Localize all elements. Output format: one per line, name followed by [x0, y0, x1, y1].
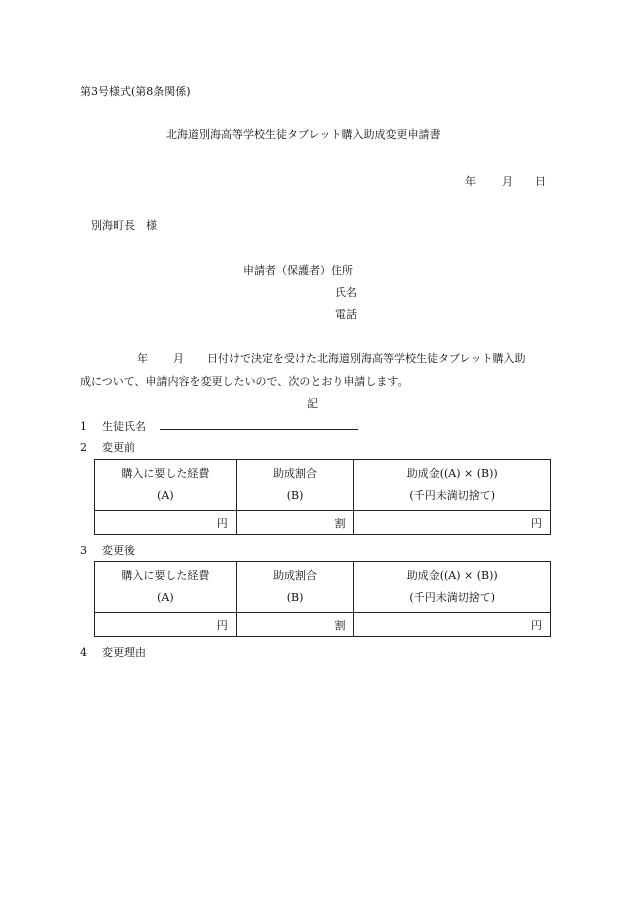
header-subsidy-line1: 助成金((A) × (B)): [406, 467, 498, 480]
header-ratio-line2: (B): [286, 591, 304, 604]
document-title: 北海道別海高等学校生徒タブレット購入助成変更申請書: [166, 128, 441, 141]
item-1-label: 生徒氏名: [102, 420, 146, 433]
after-change-table: [94, 561, 551, 637]
ratio-unit: 割: [236, 613, 354, 637]
item-2-label: 変更前: [102, 441, 135, 454]
header-subsidy: [354, 460, 551, 511]
table-header-row: [95, 562, 551, 613]
header-cost-line1: 購入に要した経費: [121, 569, 210, 582]
subsidy-unit: 円: [354, 511, 551, 535]
item-4-label: 変更理由: [102, 646, 146, 659]
item-4-number: 4: [80, 646, 87, 659]
header-cost-line2: (A): [157, 591, 174, 604]
body-year: 年: [137, 352, 148, 365]
applicant-phone-label: 電話: [335, 308, 357, 321]
subsidy-unit: 円: [354, 613, 551, 637]
before-change-table: [94, 459, 551, 535]
header-ratio: [236, 562, 354, 613]
header-cost-line2: (A): [157, 489, 174, 502]
date-day-label: 日: [535, 175, 546, 188]
applicant-address-label: 申請者（保護者）住所: [243, 264, 353, 277]
body-month: 月: [173, 352, 184, 365]
header-cost: [95, 562, 237, 613]
header-ratio-line1: 助成割合: [273, 467, 318, 480]
ratio-unit: 割: [236, 511, 354, 535]
header-subsidy-line2: (千円未満切捨て): [409, 489, 496, 502]
body-line1: 日付けで決定を受けた北海道別海高等学校生徒タブレット購入助: [207, 352, 526, 365]
applicant-name-label: 氏名: [335, 286, 357, 299]
header-cost-line1: 購入に要した経費: [121, 467, 210, 480]
header-ratio: [236, 460, 354, 511]
header-ratio-line2: (B): [286, 489, 304, 502]
date-month-label: 月: [502, 175, 513, 188]
item-2-number: 2: [80, 441, 87, 454]
date-year-label: 年: [465, 175, 476, 188]
cost-unit: 円: [95, 613, 237, 637]
item-3-number: 3: [80, 544, 87, 557]
table-header-row: [95, 460, 551, 511]
table-value-row: [95, 613, 551, 637]
header-subsidy-line2: (千円未満切捨て): [409, 591, 496, 604]
cost-unit: 円: [95, 511, 237, 535]
addressee: 別海町長 様: [91, 219, 157, 232]
ki-label: 記: [307, 397, 318, 410]
header-subsidy-line1: 助成金((A) × (B)): [406, 569, 498, 582]
header-subsidy: [354, 562, 551, 613]
table-value-row: [95, 511, 551, 535]
item-3-label: 変更後: [102, 544, 135, 557]
item-1-number: 1: [80, 420, 87, 433]
body-line2: 成について、申請内容を変更したいので、次のとおり申請します。: [80, 375, 409, 388]
student-name-line: [160, 429, 358, 430]
header-cost: [95, 460, 237, 511]
header-ratio-line1: 助成割合: [273, 569, 318, 582]
form-number: 第3号様式(第8条関係): [80, 85, 191, 98]
